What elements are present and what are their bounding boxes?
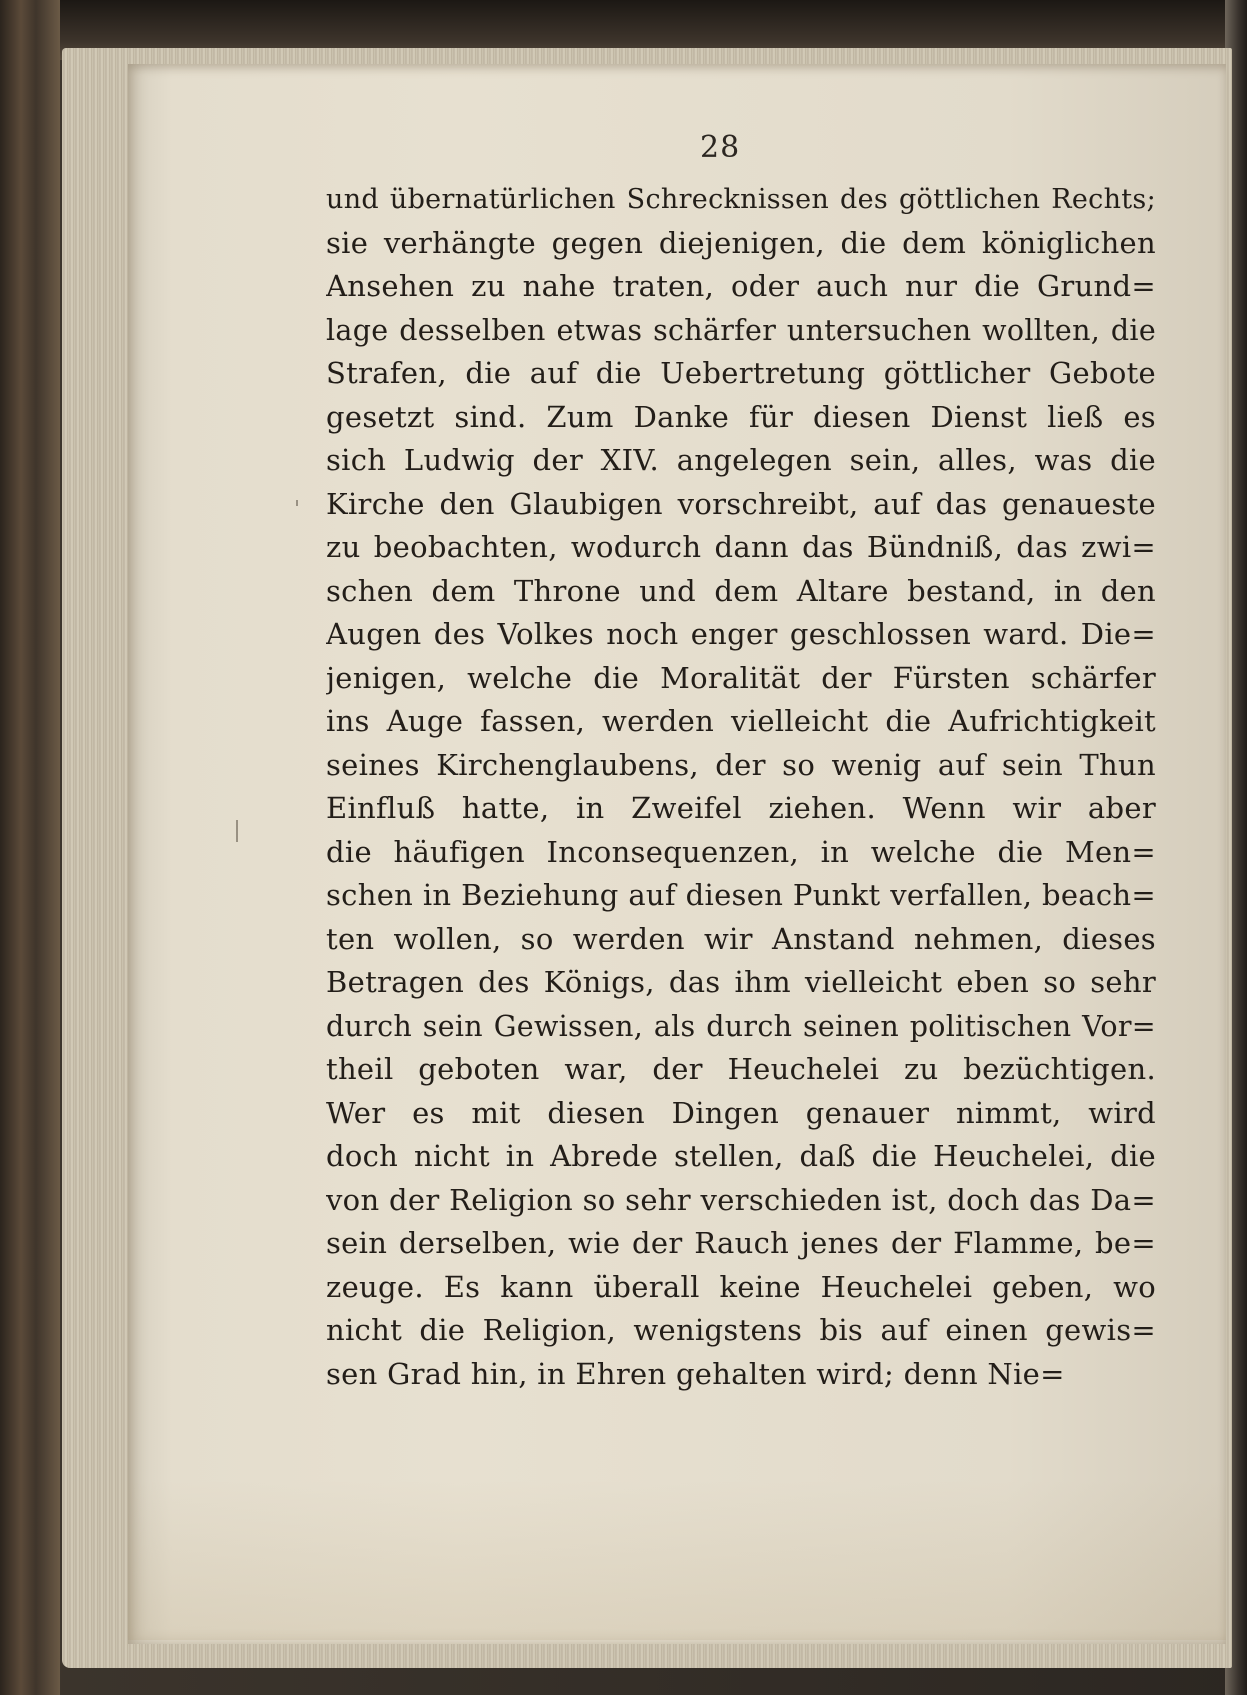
- text-line: zeuge. Es kann überall keine Heuchelei geben, wo: [326, 1269, 1156, 1304]
- text-line: seines Kirchenglaubens, der so wenig auf sein Thun: [326, 747, 1156, 782]
- text-line: sich Ludwig der XIV. angelegen sein, alles, was die: [326, 443, 1156, 477]
- text-line: die häufigen Inconsequenzen, in welche die Men=: [326, 834, 1156, 869]
- text-line: nicht die Religion, wenigstens bis auf einen gewis=: [326, 1313, 1156, 1347]
- text-line: Strafen, die auf die Uebertretung göttlicher Gebote: [326, 356, 1156, 390]
- text-line: schen in Beziehung auf diesen Punkt verfallen, beach=: [326, 878, 1156, 912]
- text-line: von der Religion so sehr verschieden ist, doch das Da=: [326, 1182, 1156, 1217]
- text-line: gesetzt sind. Zum Danke für diesen Dienst ließ es: [326, 399, 1156, 434]
- page-body-text: [326, 178, 1156, 1396]
- text-line: sen Grad hin, in Ehren gehalten wird; denn Nie=: [326, 1356, 1065, 1391]
- text-line: Ansehen zu nahe traten, oder auch nur die Grund=: [326, 269, 1156, 303]
- text-line: und übernatürlichen Schrecknissen des göttlichen Rechts;: [326, 184, 1156, 215]
- text-line: zu beobachten, wodurch dann das Bündniß, das zwi=: [326, 530, 1156, 564]
- margin-mark: [236, 820, 238, 842]
- text-line: schen dem Throne und dem Altare bestand, in den: [326, 573, 1156, 608]
- page-number: 28: [700, 130, 741, 165]
- text-line: sie verhängte gegen diejenigen, die dem königlichen: [326, 225, 1156, 260]
- text-line: Einfluß hatte, in Zweifel ziehen. Wenn wir aber: [326, 791, 1156, 825]
- text-line: Wer es mit diesen Dingen genauer nimmt, wird: [326, 1095, 1156, 1130]
- margin-mark: [296, 500, 298, 506]
- text-line: durch sein Gewissen, als durch seinen politischen Vor=: [326, 1009, 1156, 1043]
- text-line: doch nicht in Abrede stellen, daß die Heuchelei, die: [326, 1139, 1156, 1173]
- text-line: Kirche den Glaubigen vorschreibt, auf das genaueste: [326, 486, 1156, 521]
- text-line: theil geboten war, der Heuchelei zu bezüchtigen.: [326, 1052, 1156, 1086]
- text-line: ins Auge fassen, werden vielleicht die Aufrichtigkeit: [326, 704, 1156, 738]
- text-line: sein derselben, wie der Rauch jenes der Flamme, be=: [326, 1226, 1156, 1260]
- text-line: Augen des Volkes noch enger geschlossen ward. Die=: [326, 617, 1156, 651]
- text-line: lage desselben etwas schärfer untersuchen wollten, die: [326, 313, 1156, 347]
- text-line: Betragen des Königs, das ihm vielleicht eben so sehr: [326, 965, 1156, 999]
- text-line: ten wollen, so werden wir Anstand nehmen, dieses: [326, 921, 1156, 956]
- book-cover-left-edge: [0, 0, 60, 1695]
- text-line: jenigen, welche die Moralität der Fürsten schärfer: [326, 660, 1156, 695]
